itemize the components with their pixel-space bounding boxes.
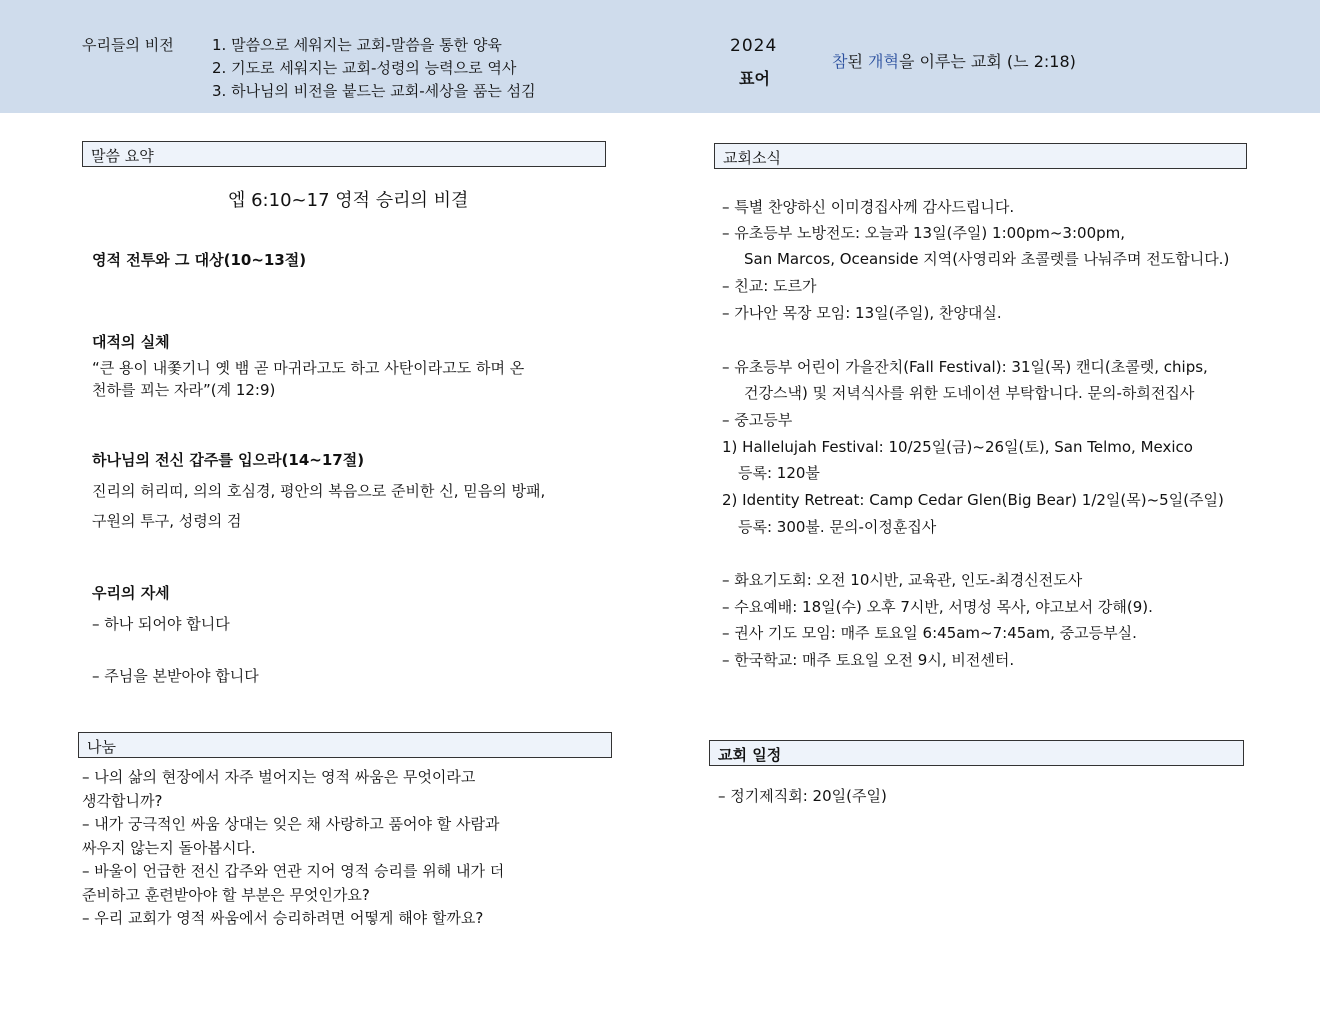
- sermon-title: 엡 6:10~17 영적 승리의 비결: [228, 190, 469, 211]
- news-line: – 유초등부 어린이 가을잔치(Fall Festival): 31일(목) 캔디(초콜렛, chips,: [722, 358, 1208, 376]
- news-line: – 가나안 목장 모임: 13일(주일), 찬양대실.: [722, 304, 1002, 322]
- sermon-text: – 주님을 본받아야 합니다: [92, 667, 259, 685]
- news-line: 2) Identity Retreat: Camp Cedar Glen(Big Bear) 1/2일(목)~5일(주일): [722, 491, 1224, 509]
- sharing-line: – 나의 삶의 현장에서 자주 벌어지는 영적 싸움은 무엇이라고: [82, 768, 476, 786]
- news-line: – 친교: 도르가: [722, 277, 817, 295]
- sermon-text: 구원의 투구, 성령의 검: [92, 512, 242, 530]
- sharing-line: 준비하고 훈련받아야 할 부분은 무엇인가요?: [82, 886, 370, 904]
- year-motto-label: 표어: [739, 69, 770, 88]
- sermon-heading: 대적의 실체: [92, 333, 170, 351]
- sharing-line: 생각합니까?: [82, 792, 163, 810]
- news-line: – 중고등부: [722, 411, 793, 429]
- motto-part: 된: [847, 52, 869, 71]
- news-line: 등록: 300불. 문의-이정훈집사: [738, 518, 937, 536]
- sermon-heading: 영적 전투와 그 대상(10~13절): [92, 251, 307, 269]
- sharing-line: 싸우지 않는지 돌아봅시다.: [82, 839, 256, 857]
- vision-item-1: 1. 말씀으로 세워지는 교회-말씀을 통한 양육: [212, 36, 502, 54]
- sermon-text: 진리의 허리띠, 의의 호심경, 평안의 복음으로 준비한 신, 믿음의 방패,: [92, 482, 546, 500]
- news-line: – 화요기도회: 오전 10시반, 교육관, 인도-최경신전도사: [722, 571, 1083, 589]
- year: 2024: [730, 36, 778, 56]
- news-line: – 한국학교: 매주 토요일 오전 9시, 비전센터.: [722, 651, 1015, 669]
- news-line: San Marcos, Oceanside 지역(사영리와 초콜렛를 나눠주며 전도합니다.): [744, 250, 1230, 268]
- news-line: 건강스낵) 및 저녁식사를 위한 도네이션 부탁합니다. 문의-하희전집사: [744, 384, 1195, 402]
- vision-item-3: 3. 하나님의 비전을 붙드는 교회-세상을 품는 섬김: [212, 82, 536, 100]
- sermon-text: 천하를 꾀는 자라”(계 12:9): [92, 381, 276, 399]
- news-line: 1) Hallelujah Festival: 10/25일(금)~26일(토), San Telmo, Mexico: [722, 438, 1193, 456]
- vision-label: 우리들의 비전: [82, 36, 174, 54]
- news-line: – 유초등부 노방전도: 오늘과 13일(주일) 1:00pm~3:00pm,: [722, 224, 1126, 242]
- motto-part: 개혁: [868, 52, 899, 71]
- news-line: – 특별 찬양하신 이미경집사께 감사드립니다.: [722, 198, 1015, 216]
- sermon-heading: 하나님의 전신 갑주를 입으라(14~17절): [92, 451, 365, 469]
- news-line: 등록: 120불: [738, 464, 820, 482]
- sharing-line: – 내가 궁극적인 싸움 상대는 잊은 채 사랑하고 품어야 할 사람과: [82, 815, 500, 833]
- news-line: – 수요예배: 18일(수) 오후 7시반, 서명성 목사, 야고보서 강해(9).: [722, 598, 1153, 616]
- header-band: [0, 0, 1320, 113]
- sharing-line: – 바울이 언급한 전신 갑주와 연관 지어 영적 승리를 위해 내가 더: [82, 862, 505, 880]
- sermon-text: – 하나 되어야 합니다: [92, 615, 230, 633]
- sermon-text: “큰 용이 내쫓기니 옛 뱀 곧 마귀라고도 하고 사탄이라고도 하며 온: [92, 359, 525, 377]
- sermon-section-title: 말씀 요약: [82, 141, 606, 167]
- motto-part: 을 이루는 교회 (느 2:18): [898, 52, 1076, 71]
- sharing-section-title: 나눔: [78, 732, 612, 758]
- vision-item-2: 2. 기도로 세워지는 교회-성령의 능력으로 역사: [212, 59, 517, 77]
- schedule-section-title: 교회 일정: [709, 740, 1244, 766]
- schedule-line: – 정기제직회: 20일(주일): [718, 787, 887, 805]
- motto: [832, 49, 1076, 72]
- news-line: – 권사 기도 모임: 매주 토요일 6:45am~7:45am, 중고등부실.: [722, 624, 1137, 642]
- motto-part: 참: [832, 52, 848, 71]
- news-section-title: 교회소식: [714, 143, 1247, 169]
- sharing-line: – 우리 교회가 영적 싸움에서 승리하려면 어떻게 해야 할까요?: [82, 909, 484, 927]
- sermon-heading: 우리의 자세: [92, 584, 170, 602]
